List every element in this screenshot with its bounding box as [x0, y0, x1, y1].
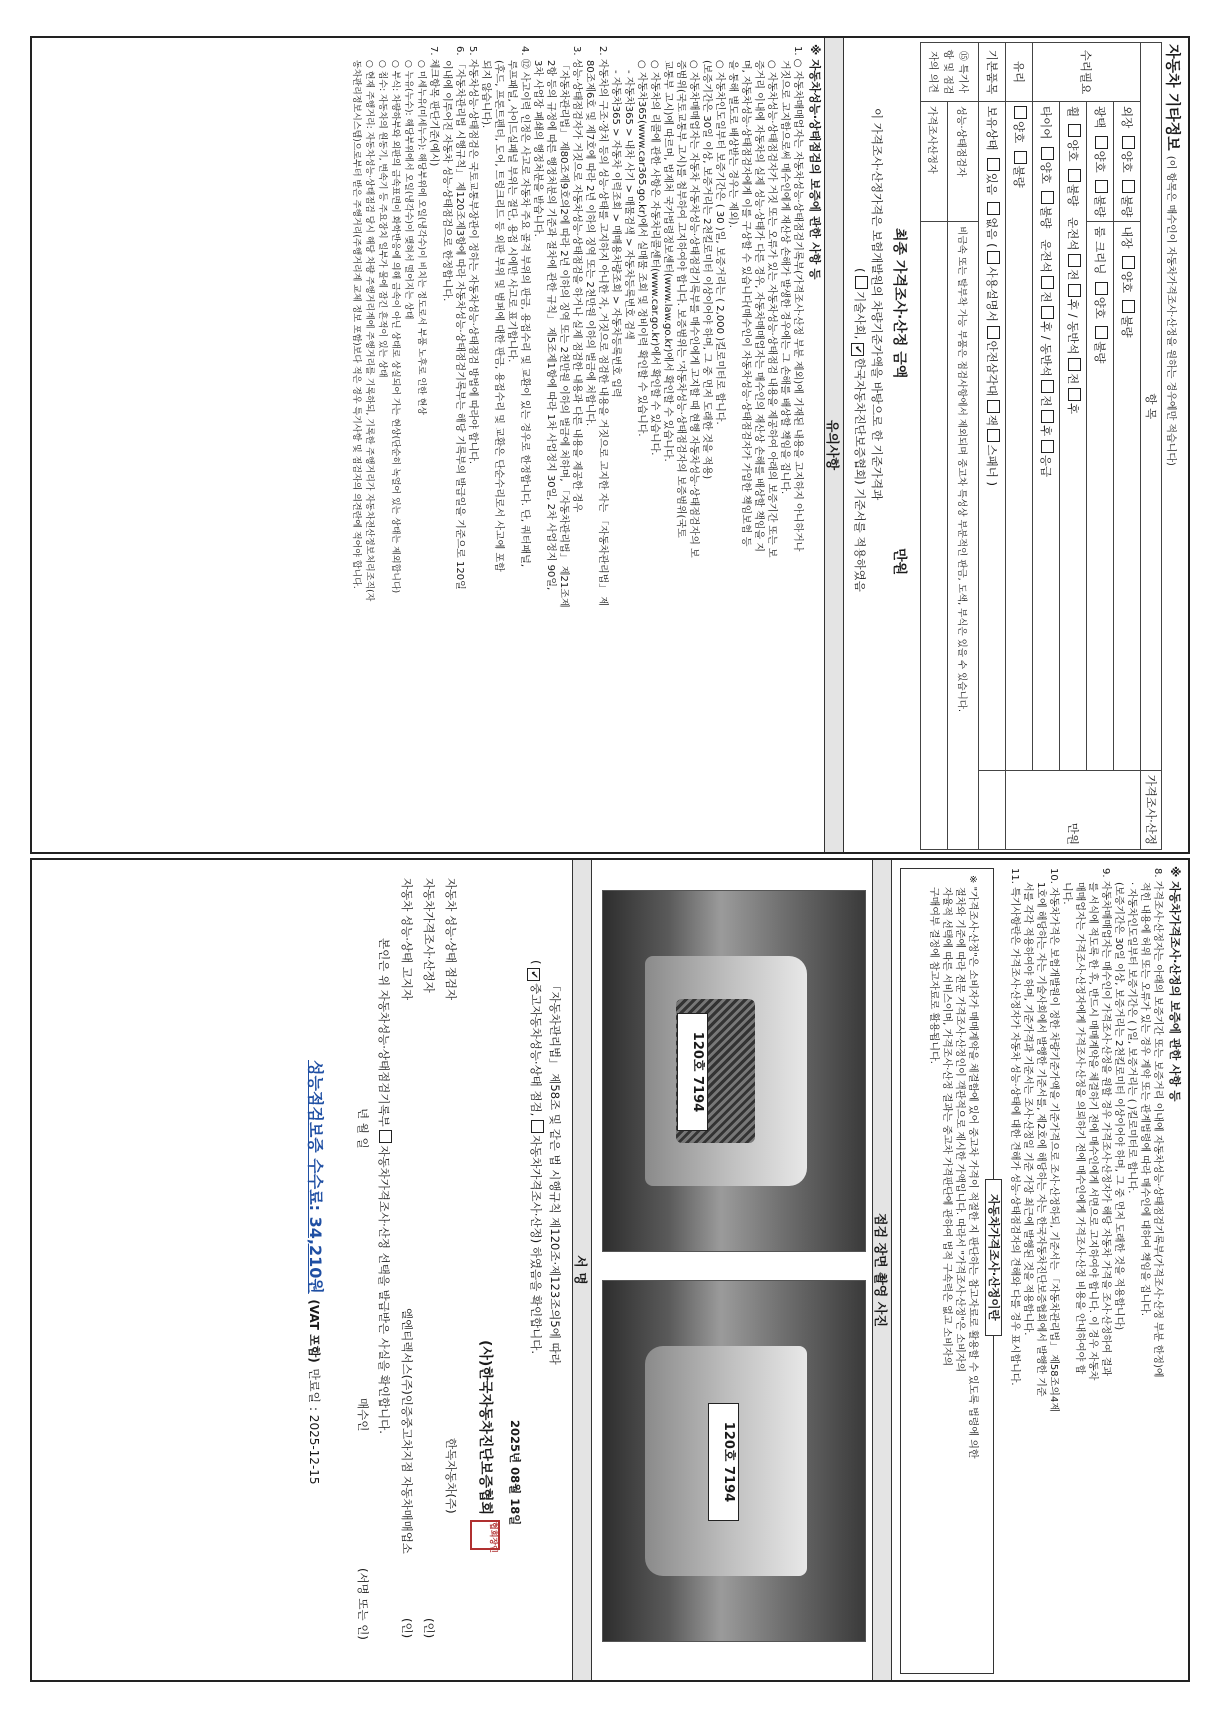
keep-none-checkbox[interactable] [987, 202, 1000, 215]
sign-date: 2025년 08월 18일 [508, 1420, 522, 1526]
signers [348, 878, 458, 1668]
tire-emergency: 응급 [1039, 454, 1053, 478]
notice-line: 을 통해 별도로 배상받는 경우는 제외). [727, 60, 738, 228]
notice-title: 유의사항 [824, 38, 844, 852]
right-title: ※ 자동차가격조사·산정의 보증에 관한 사항 등 [1168, 866, 1182, 1102]
wheel-driver-seat: 운전석 [1066, 217, 1080, 251]
price-box-title: 자동차가격조사·산정이란 [985, 1179, 1002, 1336]
left-panel [30, 36, 1190, 854]
basis-text: 이 가격조사·산정가격은 보험개발원의 차량기준가액을 바탕으로 한 기준가격과 [870, 108, 884, 501]
interior-good: 양호 [1120, 270, 1134, 294]
notice-line: (보증기간은 30일 이상, 보증거리는 2천킬로미터 이상이어야 하며, 그 중 먼저 도래한 것을 적용) [701, 60, 712, 480]
room-clean-good-checkbox[interactable] [1095, 282, 1108, 295]
interior-good-checkbox[interactable] [1122, 256, 1135, 269]
sign-opt2: 자동차가격조사·산정) 하였음을 확인합니다. [529, 1134, 543, 1355]
gloss-bad: 불량 [1093, 195, 1107, 218]
confirm-text: 본인은 위 자동차성능·상태점검기록부 [377, 938, 391, 1127]
keep-none: 없음 [985, 217, 999, 240]
basis-row [869, 108, 884, 500]
notice-line: 2. 자동차의 구조·장치 등의 성능·상태를 고지하지 아니한 자, 거짓으로 점검한 내용을 거짓으로 고지한 자는 「자동차관리법」 제 [597, 46, 608, 607]
wheel-rear-1: 후 [1066, 298, 1080, 310]
keep-label: 보유상태 [985, 106, 999, 151]
room-clean-bad-checkbox[interactable] [1095, 326, 1108, 339]
notice-line: 7. 체크항목 판단기준(예시) [428, 46, 439, 167]
glass-label-cell [1006, 43, 1033, 102]
gloss-label: 광택 [1093, 106, 1107, 129]
notice-line: 3차 사업장 폐쇄의 행정처분을 받습니다. [532, 60, 543, 237]
keep-have: 있음 [985, 172, 999, 195]
wheel-good: 양호 [1066, 139, 1080, 162]
wheel-rear-2: 후 [1066, 402, 1080, 415]
keep-have-checkbox[interactable] [987, 158, 1000, 171]
wheel-label: 휠 [1066, 106, 1080, 118]
buyer-label: 매수인 [356, 1398, 370, 1432]
gloss-good-checkbox[interactable] [1095, 136, 1108, 149]
room-clean-good: 양호 [1093, 296, 1107, 319]
confirm-opt: 자동차가격조사·산정 선택을 발급받은 사실을 확인합니다. [377, 1145, 391, 1434]
sign-org-row [470, 1340, 500, 1553]
right-body [1008, 868, 1164, 1676]
right-line: 니다. [1061, 882, 1072, 905]
special-label: ⑮ 특기사항 및 점검자의 의견 [921, 43, 979, 102]
notice-line: 거짓으로 고지함으로써 매수인에게 재산상 손해가 발생한 경우에는 그 손해를 배상할 책임을 집니다. [779, 60, 790, 495]
header-title: 자동차 기타정보 [1164, 44, 1182, 151]
photo-title: 점검 장면 촬영 사진 [872, 860, 892, 1680]
basis-options [851, 268, 868, 592]
interior-bad-checkbox[interactable] [1122, 300, 1135, 313]
wheel-front-1: 전 [1066, 269, 1080, 281]
tire-driver-rear-checkbox[interactable] [1041, 306, 1054, 319]
tire-bad-checkbox[interactable] [1041, 191, 1054, 204]
basis-open: ( [853, 268, 867, 273]
notice-line: 3. 성능·상태점검자가 거짓으로 자동차성능·상태점검을 하거나 실제 점검한 내용과 다른 내용을 제공한 경우 [571, 46, 582, 513]
glass-good: 양호 [1012, 121, 1026, 144]
gloss-bad-checkbox[interactable] [1095, 180, 1108, 193]
tire-rear-2: 후 [1039, 425, 1053, 437]
jack: 잭 [985, 414, 999, 426]
right-line: 9. 자동차매매업자는 매수인이 가격조사·산정을 원할 경우 가격조사·산정자가 해당 자동차 가격을 조사·산정하여 결과 [1100, 868, 1111, 1377]
tire-passenger-rear-checkbox[interactable] [1041, 410, 1054, 423]
tire-front-2: 전 [1039, 395, 1053, 407]
fee-vat: (VAT 포함) [307, 1299, 321, 1363]
final-price-row [891, 228, 906, 575]
tire-good: 양호 [1039, 161, 1053, 184]
glass-bad: 불량 [1012, 165, 1026, 188]
tire-passenger-seat: 동반석 [1039, 343, 1053, 377]
sign-options [527, 960, 544, 1354]
confirm-row [370, 878, 392, 1668]
notice-line: 1. ○ 자동차매매업자는 자동차성능·상태점검기록부(가격조사·산정 부분 제외)에 기재된 내용을 고지하지 아니하거나 [792, 46, 803, 552]
col-item: 항 목 [1141, 43, 1162, 771]
room-clean-bad: 불량 [1093, 341, 1107, 364]
price-box-body [927, 875, 979, 1459]
sign-open: ( [529, 960, 543, 965]
header-title-row [1163, 44, 1184, 466]
inspection-photo-rear [602, 1280, 866, 1642]
notice-body [349, 46, 804, 846]
notice-line: - 자동차365 > 자동차 이력조회 > 매매용차량조회 > 자동차등록번호 입력 [610, 70, 621, 398]
wheel-bad-checkbox[interactable] [1068, 169, 1081, 182]
spanner: 스패너 [985, 444, 999, 478]
perf-checker-label: 성능·상태점검자 [948, 102, 979, 222]
notice-line: 증거리 이내에 자동차의 실제 성능·상태가 다른 경우, 자동차매매업자는 매수인의 재산상 손해를 배상할 책임을 지 [753, 60, 764, 553]
final-label: 최종 가격조사·산정 금액 [891, 228, 907, 379]
notice-line: 증범위(국토교통부 고시)를 첨부하여 고지하여야 합니다. 보증범위는 '자동차성능·상태점검자의 보증범위(국토 [675, 60, 686, 538]
notice-line: ○ 누유(누수): 해당부위에서 오일(냉각수)이 맺혀서 떨어지는 상태 [403, 60, 413, 320]
signer-row [414, 878, 436, 1668]
right-line: 1호에 해당하는 자는 기술사회에서 발행한 기준서를, 제2호에 해당하는 자는 한국자동차진단보증협회에서 발행한 기준 [1035, 882, 1046, 1397]
basis-opt1: 기술사회, [853, 291, 867, 340]
sign-opt2-checkbox[interactable] [531, 1120, 544, 1133]
right-line: · 자동차인도일부터 보증기간은 ( )일, 보증거리는 ( )킬로미터로 합니다. [1126, 882, 1137, 1194]
tire-good-checkbox[interactable] [1041, 147, 1054, 160]
wheel-passenger-seat: 동반석 [1066, 321, 1080, 355]
glass-label: 유리 [1012, 60, 1026, 84]
notice-line: 동차관리정보시스템)으로부터 받은 주행거리(주행거리계 교체 정보 포함)보다 적은 경우 특기사항 및 점검자의 의견란에 적어야 합니다. [351, 60, 361, 589]
right-line: 서를 각각 적용하여야 하며, 기준가격과 기준서는 조사·산정일 기준 가장 최근에 발행된 것을 적용합니다. [1022, 882, 1033, 1336]
tire-emergency-checkbox[interactable] [1041, 440, 1054, 453]
final-unit: 만원 [891, 548, 907, 576]
notice-line: 되지 않습니다). [480, 60, 491, 129]
notice-line: 이내에 이루어진 자동차 성능·상태점검으로 한정합니다. [441, 60, 452, 302]
notice-line: 며, 자동차성능·상태점검자에게 이를 구상할 수 있습니다(매수인이 자동차성능·상태점검자가 가입한 책임보험 등 [740, 60, 751, 547]
basis-opt2-checkbox[interactable] [851, 343, 864, 356]
right-line: 11. 특기사항란은 가격조사·산정자가 자동차 성능·상태에 대한 견해가 성능·상태점검자의 견해와 다를 경우 표시합니다. [1009, 868, 1020, 1386]
notice-line: 5. 자동차성능·상태점검은 국토교통부장관이 정하는 자동차성능·상태점검 방법에 따라야 합니다. [467, 46, 478, 465]
exterior-bad: 불량 [1120, 195, 1134, 218]
buyer-row [348, 878, 370, 1668]
price-checker-sign: (인) [422, 1618, 436, 1639]
price-box-line: 절차와 기준에 따라 전문 가격조사·산정인이 객관적으로 제시한 가액입니다. 따라서 "가격조사·산정"은 소비자의 [954, 887, 965, 1373]
signer-row [436, 878, 458, 1668]
interior-bad: 불량 [1120, 315, 1134, 338]
fee-expiry: 만료일 : 2025-12-15 [307, 1368, 321, 1485]
notice-line: - 자동차365 > 내차 사기 > 매물검색 > 자동차등록번호 검색 [623, 70, 634, 340]
right-line: 를 서식에 적도록 한 후, 반드시 매매계약을 체결하기 전에 매수인에게 서면으로 고지하여야 합니다. 이 경우 자동차 [1087, 882, 1098, 1381]
header-subtitle: (이 항목은 매수인이 자동차가격조사·산정을 원하는 경우에만 적습니다) [1165, 155, 1176, 466]
notice-line: (후드, 프론트펜더, 도어, 트렁크리드 등 외판 부위 및 범퍼에 대한 판금, 용접수리 및 교환은 단순수리로서 사고에 포함 [493, 60, 504, 572]
notifier-sign: (인) [400, 1618, 414, 1639]
buyer-sign: (서명 또는 인) [356, 1568, 370, 1640]
tire-rear-1: 후 [1039, 321, 1053, 333]
exterior-good: 양호 [1120, 150, 1134, 173]
exterior-bad-checkbox[interactable] [1122, 180, 1135, 193]
sign-opt1-checkbox[interactable] [527, 968, 540, 981]
tire-passenger-front-checkbox[interactable] [1041, 380, 1054, 393]
notice-line: 교통부 고시)에 따르며, 법제처 국가법령정보센터(www.law.go.kr)에서 확인할 수 있습니다. [662, 60, 673, 462]
notice-line: ○ 자동차365(www.car365.go.kr)에서 실매물 조회 및 정비이력 확인할 수 있습니다. [636, 60, 647, 437]
right-line: 10. 자동차가격은 보험개발원이 정한 차량기준가액을 기준가격으로 조사·산정하되, 기준서는 「자동차관리법」 제58조의4제 [1048, 868, 1059, 1412]
triangle-checkbox[interactable] [987, 326, 1000, 339]
tire-front-1: 전 [1039, 291, 1053, 303]
triangle: 안전삼각대 [985, 340, 999, 397]
notifier-name: 엘엔티렉서스(주)인증중고차지점 자동차매매업소 [400, 1308, 414, 1554]
price-box-line: 구매여부 결정에 참고자료로 활용됩니다. [928, 887, 939, 1064]
notice-line: 「자동차관리법」 제80조제9호의2에 따라 2년 이하의 징역 또는 2천만원 이하의 벌금에 처하며, 「자동차관리법」 제21조제 [558, 60, 569, 608]
wheel-front-2: 전 [1066, 373, 1080, 385]
notice-line: 2항 등의 규정에 따른 행정처분의 기준과 절차에 관한 규칙」 제5조제1항에 따라 1차 사업정지 30일, 2차 사업정지 90일, [545, 60, 556, 591]
notice-line: ○ 침수: 자동차의 원동기, 변속기 등 주요장치 일부가 물에 잠긴 흔적이 있는 상태 [377, 60, 387, 378]
tire-bad: 불량 [1039, 206, 1053, 229]
glass-good-checkbox[interactable] [1014, 106, 1027, 119]
sign-opt1: 중고자동차성능·상태 점검, [529, 983, 543, 1117]
right-line: 적힌 내용에 허위 또는 오류가 있는 경우 계약 또는 관계법령에 따라 매수인에 대하여 책임을 집니다. [1139, 882, 1150, 1317]
fee-text: 성능점검보증 수수료: 34,210원 [306, 1060, 325, 1294]
price-unit: 만원 [1006, 770, 1141, 849]
price-info-box [900, 868, 1001, 1674]
notice-line: 루프패널, 사이드실패널 부위는 절단, 용접 시에만 사고로 표기합니다. [506, 60, 517, 363]
right-line: 8. 가격조사·산정자는 아래의 보증기간 또는 보증거리 이내에 자동차성능·상태점검기록부(가격조사·산정 부분 한정)에 [1152, 868, 1163, 1378]
special-note: 비금속 또는 탈부착 가능 부품은 점검사항에서 제외되며 중고차 특성상 부분적인 판금, 도색, 부식은 있을 수 있습니다. [948, 222, 979, 850]
tire-driver-seat: 운전석 [1039, 239, 1053, 273]
room-clean-label: 룸 크리닝 [1093, 226, 1107, 275]
wheel-driver-front-checkbox[interactable] [1068, 254, 1081, 267]
notice-line: ○ 부식: 차량하부와 외판의 금속표면이 화학반응에 의해 금속이 아닌 상태로 상실되어 가는 현상(단순히 녹얼어 있는 상태는 제외합니다) [390, 60, 400, 594]
right-line: 매매업자는 가격조사·산정자에게 가격조사·산정을 의뢰하기 전에 매수인에게 가격조사·산정 비용을 안내하여야 합 [1074, 882, 1085, 1375]
notice-line: ○ 미세누유(미세누수): 해당부위에 오일(냉각수)이 비치는 정도로서 부품 노후로 인한 현상 [416, 60, 426, 415]
tire-label: 타이어 [1039, 106, 1053, 140]
perf-checker-name: 한독자동차(주) [444, 1438, 458, 1514]
price-box-line: 자율적 선택에 따른 서비스이며, 가격조사·산정 결과는 중고차 가격판단에 관하여 법적 구속력은 없고 소비자의 [941, 887, 952, 1367]
basic-label: 기본품목 [979, 43, 1006, 102]
glass-bad-checkbox[interactable] [1014, 151, 1027, 164]
exterior-label: 외장 [1120, 106, 1134, 129]
notice-line: 4. ⑫ 사고이력 인정은 사고로 자동차 주요 골격 부위의 판금, 용접수리 및 교환이 있는 경우로 한정합니다. 단, 쿼터패널, [519, 46, 530, 567]
notice-line: ○ 자동차의 리콜에 관한 사항은 자동차리콜센터(www.car.go.kr)에서 확인할 수 있습니다. [649, 60, 660, 456]
tire-driver-front-checkbox[interactable] [1041, 276, 1054, 289]
wheel-passenger-front-checkbox[interactable] [1068, 358, 1081, 371]
notice-line: ○ 자동차성능·상태점검자가 거짓 또는 오류가 있는 자동차성능·상태점검 내용을 제공하여 아래의 보증기간 또는 보 [766, 60, 777, 558]
sign-org: (사)한국자동차진단보증협회 [477, 1340, 493, 1516]
price-box-line: ※ "가격조사·산정"은 소비자가 매매계약을 체결함에 있어 중고차 가격이 적절한 지 판단하는 참고자료로 활용할 수 있도록 법령에 의한 [967, 875, 978, 1459]
appraisal-table: 항 목 가격조사·산정 수리필요 외장 양호 불량 내장 양호 불량 만원 광택 양호 불량 룸 크리닝 양호 불량 휠 양호 불량 운전석 전 후 / 동반석 전 후 타이어 양호 불량 운전석 전 후 / 동반석 전 후 응급 유리 양호 불량 기본품목 보유상태 있음 없음 ( 사용설명서 안전삼각대 잭 스패너 ) ⑮ 특기사항 및 점검자의 의견 성능·상태점검자 비금속 또는 탈부착 가능 부품은 점검사항에서 제외되며 중고차 특성상 부분적인 판금, 도색, 부식은 있을 수 있습니다. 가격조사산정자 [920, 42, 1162, 850]
license-plate: 120호 7194 [708, 1403, 739, 1520]
wheel-bad: 불량 [1066, 183, 1080, 207]
price-checker: 자동차가격조사·산정자 [422, 878, 436, 993]
right-panel [30, 858, 1190, 1682]
exterior-good-checkbox[interactable] [1122, 136, 1135, 149]
fee-row [305, 1060, 328, 1485]
signer-row [392, 878, 414, 1668]
sign-law: 「자동차관리법」 제58조 및 같은 법 시행규칙 제120조·제123조의5에 따라 [548, 980, 562, 1365]
right-line: (보증기간은 30일 이상, 보증거리는 2천킬로미터 이상이어야 하며, 그 중 먼저 도래한 것을 적용합니다) [1113, 882, 1124, 1331]
col-price: 가격조사·산정 [1141, 770, 1162, 849]
manual-checkbox[interactable] [987, 251, 1000, 264]
basis-close: ) 기준서를 적용하였음 [853, 480, 867, 592]
jack-checkbox[interactable] [987, 400, 1000, 413]
gloss-good: 양호 [1093, 150, 1107, 173]
price-checker-label: 가격조사산정자 [921, 102, 948, 222]
wheel-good-checkbox[interactable] [1068, 124, 1081, 137]
inspection-photo-front [602, 890, 866, 1252]
basis-opt2: 한국자동차진단보증협회 [853, 357, 867, 481]
repair-label: 수리필요 [1033, 43, 1141, 102]
wheel-driver-rear-checkbox[interactable] [1068, 284, 1081, 297]
confirm-opt-checkbox[interactable] [379, 1130, 392, 1143]
spanner-checkbox[interactable] [987, 429, 1000, 442]
manual: 사용설명서 [985, 266, 999, 322]
perf-checker: 자동차 성능·상태 점검자 [444, 878, 458, 1001]
notice-line: ○ 자동차매매업자는 자동차 자동차성능·상태점검기록부를 매수인에게 고지할 때 현행 자동차성능·상태점검자의 보 [688, 60, 699, 558]
notice-line: 6. 「자동차관리법 시행규칙」 제120조제3항에 따라 자동차성능·상태점검기록부는 해당 기록부의 발급일을 기준으로 120일 [454, 46, 465, 590]
license-plate: 120호 7194 [677, 1013, 708, 1130]
wheel-passenger-rear-checkbox[interactable] [1068, 388, 1081, 401]
interior-label: 내장 [1120, 226, 1134, 249]
notice-line: ○ 자동차인도일부터 보증기간은 ( 30 )일, 보증거리는 ( 2,000 )킬로미터로 합니다. [714, 60, 725, 425]
notifier: 자동차 성능·상태 고지자 [400, 878, 414, 1001]
basis-opt1-checkbox[interactable] [855, 276, 868, 289]
buyer-date: 년 월 일 [356, 1108, 370, 1149]
notice-line: ○ 현재 주행거리: 자동차성능·상태점검 당시 해당 차량 주행거리계에 주행거리를 기록하되, 기록한 주행거리가 자동차전산정보처리조직(자 [364, 60, 374, 602]
org-seal-icon: 협회장인 [470, 1520, 500, 1550]
sign-title: 서 명 [572, 860, 592, 1680]
notice-subtitle: ※ 자동차성능·상태점검의 보증에 관한 사항 등 [808, 44, 822, 280]
notice-line: 80조제6호 및 제7호에 따라 2년 이하의 징역 또는 2천만원 이하의 벌금에 처합니다. [584, 60, 595, 427]
